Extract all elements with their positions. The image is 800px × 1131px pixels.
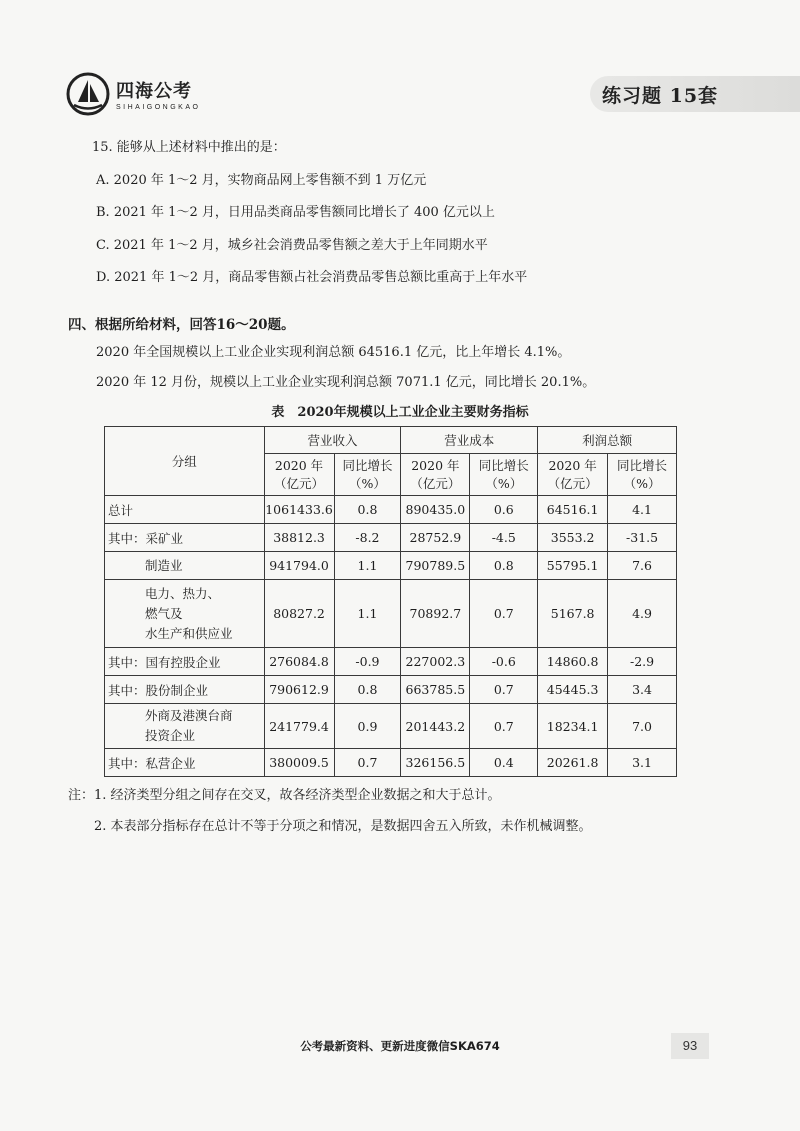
cell: 0.8 — [334, 496, 401, 524]
cell: 941794.0 — [264, 552, 334, 580]
col-group-cost: 营业成本 — [401, 427, 538, 454]
cell: 5167.8 — [538, 580, 608, 648]
col-group-revenue: 营业收入 — [264, 427, 401, 454]
option-a: A. 2020 年 1～2 月，实物商品网上零售额不到 1 万亿元 — [96, 172, 427, 188]
cell: 20261.8 — [538, 749, 608, 777]
option-c: C. 2021 年 1～2 月，城乡社会消费品零售额之差大于上年同期水平 — [96, 237, 488, 253]
cell: 55795.1 — [538, 552, 608, 580]
cell: 790789.5 — [401, 552, 470, 580]
cell: 0.9 — [334, 704, 401, 749]
question-stem: 15. 能够从上述材料中推出的是： — [92, 140, 286, 155]
table-row — [105, 676, 677, 704]
cell: 790612.9 — [264, 676, 334, 704]
cell: 28752.9 — [401, 524, 470, 552]
cell: 201443.2 — [401, 704, 470, 749]
cell: -0.6 — [470, 648, 538, 676]
col-group-profit: 利润总额 — [538, 427, 677, 454]
cell: 1.1 — [334, 580, 401, 648]
cell: 64516.1 — [538, 496, 608, 524]
cell: 3553.2 — [538, 524, 608, 552]
material-paragraph-2: 2020 年 12 月份，规模以上工业企业实现利润总额 7071.1 亿元，同比增长 20.1%。 — [96, 375, 596, 390]
table-row — [105, 749, 677, 777]
cell: 241779.4 — [264, 704, 334, 749]
cell: 38812.3 — [264, 524, 334, 552]
cell: 4.1 — [608, 496, 677, 524]
cell: 0.8 — [334, 676, 401, 704]
table-row — [105, 496, 677, 524]
table-note-2: 2. 本表部分指标存在总计不等于分项之和情况，是数据四舍五入所致，未作机械调整。 — [94, 819, 592, 834]
cell: 70892.7 — [401, 580, 470, 648]
sub-header: 2020 年 （亿元） — [538, 454, 608, 496]
table-row — [105, 524, 677, 552]
row-label: 总计 — [105, 496, 265, 524]
cell: -8.2 — [334, 524, 401, 552]
cell: 3.1 — [608, 749, 677, 777]
cell: 227002.3 — [401, 648, 470, 676]
header-row-groups — [105, 427, 677, 454]
cell: 380009.5 — [264, 749, 334, 777]
cell: -4.5 — [470, 524, 538, 552]
sailboat-logo-icon — [66, 72, 110, 116]
cell: 7.0 — [608, 704, 677, 749]
cell: 0.7 — [470, 704, 538, 749]
cell: 663785.5 — [401, 676, 470, 704]
cell: 7.6 — [608, 552, 677, 580]
table-row — [105, 704, 677, 749]
sub-header: 同比增长 （%） — [334, 454, 401, 496]
sub-header: 同比增长 （%） — [470, 454, 538, 496]
row-label: 其中：股份制企业 — [105, 676, 265, 704]
question-15 — [92, 132, 527, 295]
cell: -0.9 — [334, 648, 401, 676]
table-row — [105, 580, 677, 648]
sub-header: 2020 年 （亿元） — [264, 454, 334, 496]
financial-indicators-table — [104, 426, 677, 777]
cell: 890435.0 — [401, 496, 470, 524]
exercise-set-label: 练习题 15套 — [602, 85, 719, 107]
row-label: 其中：私营企业 — [105, 749, 265, 777]
group-header: 分组 — [105, 427, 265, 496]
cell: 1.1 — [334, 552, 401, 580]
cell: 0.7 — [470, 676, 538, 704]
option-b: B. 2021 年 1～2 月，日用品类商品零售额同比增长了 400 亿元以上 — [96, 205, 495, 220]
cell: 1061433.6 — [264, 496, 334, 524]
cell: 4.9 — [608, 580, 677, 648]
cell: 45445.3 — [538, 676, 608, 704]
table-row — [105, 552, 677, 580]
row-label: 其中：国有控股企业 — [105, 648, 265, 676]
cell: 0.7 — [334, 749, 401, 777]
row-label: 其中：采矿业 — [105, 524, 265, 552]
cell: 18234.1 — [538, 704, 608, 749]
exercise-set-tag — [590, 76, 800, 112]
row-label: 制造业 — [105, 552, 265, 580]
table-title: 表 2020年规模以上工业企业主要财务指标 — [271, 405, 529, 420]
cell: 276084.8 — [264, 648, 334, 676]
cell: 0.7 — [470, 580, 538, 648]
cell: 0.8 — [470, 552, 538, 580]
material-paragraph-1: 2020 年全国规模以上工业企业实现利润总额 64516.1 亿元，比上年增长 4.1%。 — [96, 345, 571, 360]
cell: 326156.5 — [401, 749, 470, 777]
cell: 3.4 — [608, 676, 677, 704]
sub-header: 同比增长 （%） — [608, 454, 677, 496]
brand-logo — [66, 72, 200, 116]
brand-name-latin: SIHAIGONGKAO — [116, 104, 201, 111]
section-heading: 四、根据所给材料，回答16～20题。 — [68, 317, 295, 333]
sub-header: 2020 年 （亿元） — [401, 454, 470, 496]
cell: 80827.2 — [264, 580, 334, 648]
cell: -31.5 — [608, 524, 677, 552]
cell: 0.4 — [470, 749, 538, 777]
cell: -2.9 — [608, 648, 677, 676]
cell: 14860.8 — [538, 648, 608, 676]
table-note-1: 注：1. 经济类型分组之间存在交叉，故各经济类型企业数据之和大于总计。 — [68, 788, 501, 803]
table-row — [105, 648, 677, 676]
row-label: 电力、热力、 燃气及 水生产和供应业 — [105, 580, 265, 648]
page-number: 93 — [671, 1033, 709, 1059]
cell: 0.6 — [470, 496, 538, 524]
footer-text: 公考最新资料、更新进度微信SKA674 — [300, 1039, 500, 1053]
row-label: 外商及港澳台商 投资企业 — [105, 704, 265, 749]
option-d: D. 2021 年 1～2 月，商品零售额占社会消费品零售总额比重高于上年水平 — [96, 270, 528, 285]
brand-name: 四海公考 — [116, 81, 192, 102]
